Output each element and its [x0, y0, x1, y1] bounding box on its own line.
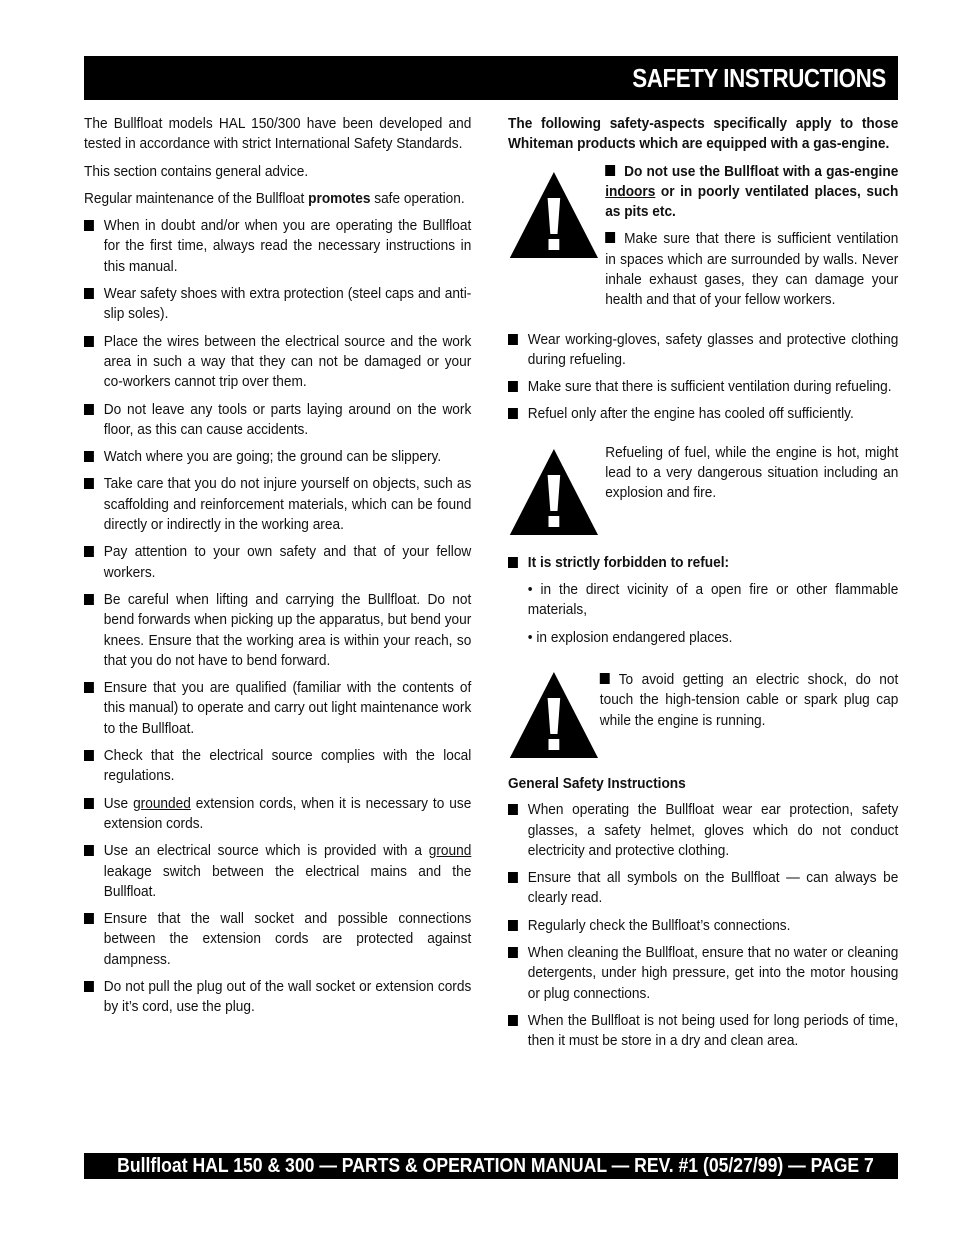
list-item: Watch where you are going; the ground can be slippery. — [84, 447, 471, 467]
gas-engine-intro: The following safety-aspects specifically apply to those Whiteman products which are equipped with a gas-engine. — [508, 115, 899, 153]
section-heading: General Safety Instructions — [508, 774, 686, 792]
bullet-square-icon — [84, 478, 94, 489]
bullet-square-icon — [508, 920, 518, 931]
warning-block-indoors — [508, 162, 898, 322]
bullet-square-icon — [84, 220, 94, 231]
warning-text: Refueling of fuel, while the engine is hot, might lead to a very dangerous situation including an explosion and fire. — [605, 443, 899, 502]
list-item: Pay attention to your own safety and that of your fellow workers. — [84, 542, 471, 583]
list-item: Use an electrical source which is provided with a ground leakage switch between the electrical mains and the Bullfloat. — [84, 841, 471, 902]
bullet-square-icon — [84, 682, 94, 693]
bullet-square-icon — [508, 947, 518, 958]
forbidden-item: • in explosion endangered places. — [527, 628, 733, 646]
list-item: Regularly check the Bullfloat’s connections. — [508, 916, 898, 936]
bullet-square-icon — [84, 913, 94, 924]
list-item: Do not pull the plug out of the wall socket or extension cords by it’s cord, use the plug. — [84, 977, 471, 1018]
list-item: Be careful when lifting and carrying the Bullfloat. Do not bend forwards when picking up the apparatus, but bend your knees. Ensure that the working area is within your reach, so that you do not have to bend forward. — [84, 590, 471, 671]
header-bar — [84, 56, 898, 100]
list-item: Refuel only after the engine has cooled off sufficiently. — [508, 404, 898, 424]
list-item: When the Bullfloat is not being used for long periods of time, then it must be store in a dry and clean area. — [508, 1011, 898, 1052]
footer-bar — [84, 1153, 898, 1179]
bullet-square-icon — [84, 798, 94, 809]
bullet-square-icon — [84, 288, 94, 299]
bullet-square-icon — [508, 408, 518, 419]
list-item: It is strictly forbidden to refuel: — [508, 553, 898, 573]
list-item: Ensure that all symbols on the Bullfloat — can always be clearly read. — [508, 868, 898, 909]
list-item: Make sure that there is sufficient ventilation during refueling. — [508, 377, 898, 397]
list-item: When cleaning the Bullfloat, ensure that no water or cleaning detergents, under high pressure, get into the motor housing or plug connections. — [508, 943, 898, 1004]
bullet-square-icon — [84, 845, 94, 856]
right-column — [508, 114, 898, 1059]
list-item: When operating the Bullfloat wear ear protection, safety glasses, a safety helmet, gloves which do not conduct electricity and protective clothing. — [508, 800, 898, 861]
bullet-square-icon — [84, 336, 94, 347]
bullet-square-icon — [508, 872, 518, 883]
warning-text: Make sure that there is sufficient ventilation in spaces which are surrounded by walls. Never inhale exhaust gases, they can damage your health and that of your fellow workers. — [605, 230, 899, 309]
footer-text: Bullfloat HAL 150 & 300 — PARTS & OPERATION MANUAL — REV. #1 (05/27/99) — PAGE 7 — [117, 1155, 874, 1177]
bullet-square-icon — [605, 232, 615, 243]
bullet-square-icon — [84, 451, 94, 462]
warning-triangle-icon — [508, 447, 600, 537]
bullet-square-icon — [508, 1015, 518, 1026]
list-item: Place the wires between the electrical source and the work area in such a way that they can not be damaged or your co-workers cannot trip over them. — [84, 332, 471, 393]
list-item: Take care that you do not injure yourself on objects, such as scaffolding and reinforcement materials, which can be found directly or indirectly in the working area. — [84, 474, 471, 535]
warning-text: Do not use the Bullfloat with a gas-engine indoors or in poorly ventilated places, such as pits etc. — [605, 162, 899, 221]
bullet-square-icon — [508, 334, 518, 345]
list-item: Ensure that you are qualified (familiar with the contents of this manual) to operate and carry out light maintenance work to the Bullfloat. — [84, 678, 471, 739]
bullet-square-icon — [84, 594, 94, 605]
warning-triangle-icon — [508, 170, 600, 260]
bullet-square-icon — [508, 381, 518, 392]
bullet-square-icon — [508, 804, 518, 815]
list-item: When in doubt and/or when you are operating the Bullfloat for the first time, always read the necessary instructions in this manual. — [84, 216, 471, 277]
maintenance-paragraph: Regular maintenance of the Bullfloat promotes safe operation. — [84, 189, 465, 207]
forbidden-item: • in the direct vicinity of a open fire or other flammable materials, — [527, 581, 899, 619]
warning-block-refuel — [508, 443, 898, 543]
intro-paragraph: The Bullfloat models HAL 150/300 have been developed and tested in accordance with strict International Safety Standards. — [84, 115, 472, 153]
page-title: SAFETY INSTRUCTIONS — [632, 63, 886, 93]
warning-triangle-icon — [508, 670, 600, 760]
list-item: Check that the electrical source complies with the local regulations. — [84, 746, 471, 787]
bullet-square-icon — [84, 546, 94, 557]
bullet-square-icon — [84, 750, 94, 761]
warning-block-shock — [508, 670, 898, 762]
bullet-square-icon — [600, 673, 610, 684]
list-item: Ensure that the wall socket and possible connections between the extension cords are protected against dampness. — [84, 909, 471, 970]
list-item: Wear safety shoes with extra protection (steel caps and anti-slip soles). — [84, 284, 471, 325]
bullet-square-icon — [605, 165, 615, 176]
list-item: Do not leave any tools or parts laying around on the work floor, as this can cause accidents. — [84, 400, 471, 441]
list-item: Wear working-gloves, safety glasses and protective clothing during refueling. — [508, 330, 898, 371]
list-item: Use grounded extension cords, when it is necessary to use extension cords. — [84, 794, 471, 835]
bullet-square-icon — [508, 557, 518, 568]
bullet-square-icon — [84, 981, 94, 992]
intro-paragraph: This section contains general advice. — [84, 162, 309, 180]
warning-text: To avoid getting an electric shock, do not touch the high-tension cable or spark plug cap while the engine is running. — [599, 670, 899, 729]
bullet-square-icon — [84, 404, 94, 415]
left-column — [84, 114, 471, 1025]
